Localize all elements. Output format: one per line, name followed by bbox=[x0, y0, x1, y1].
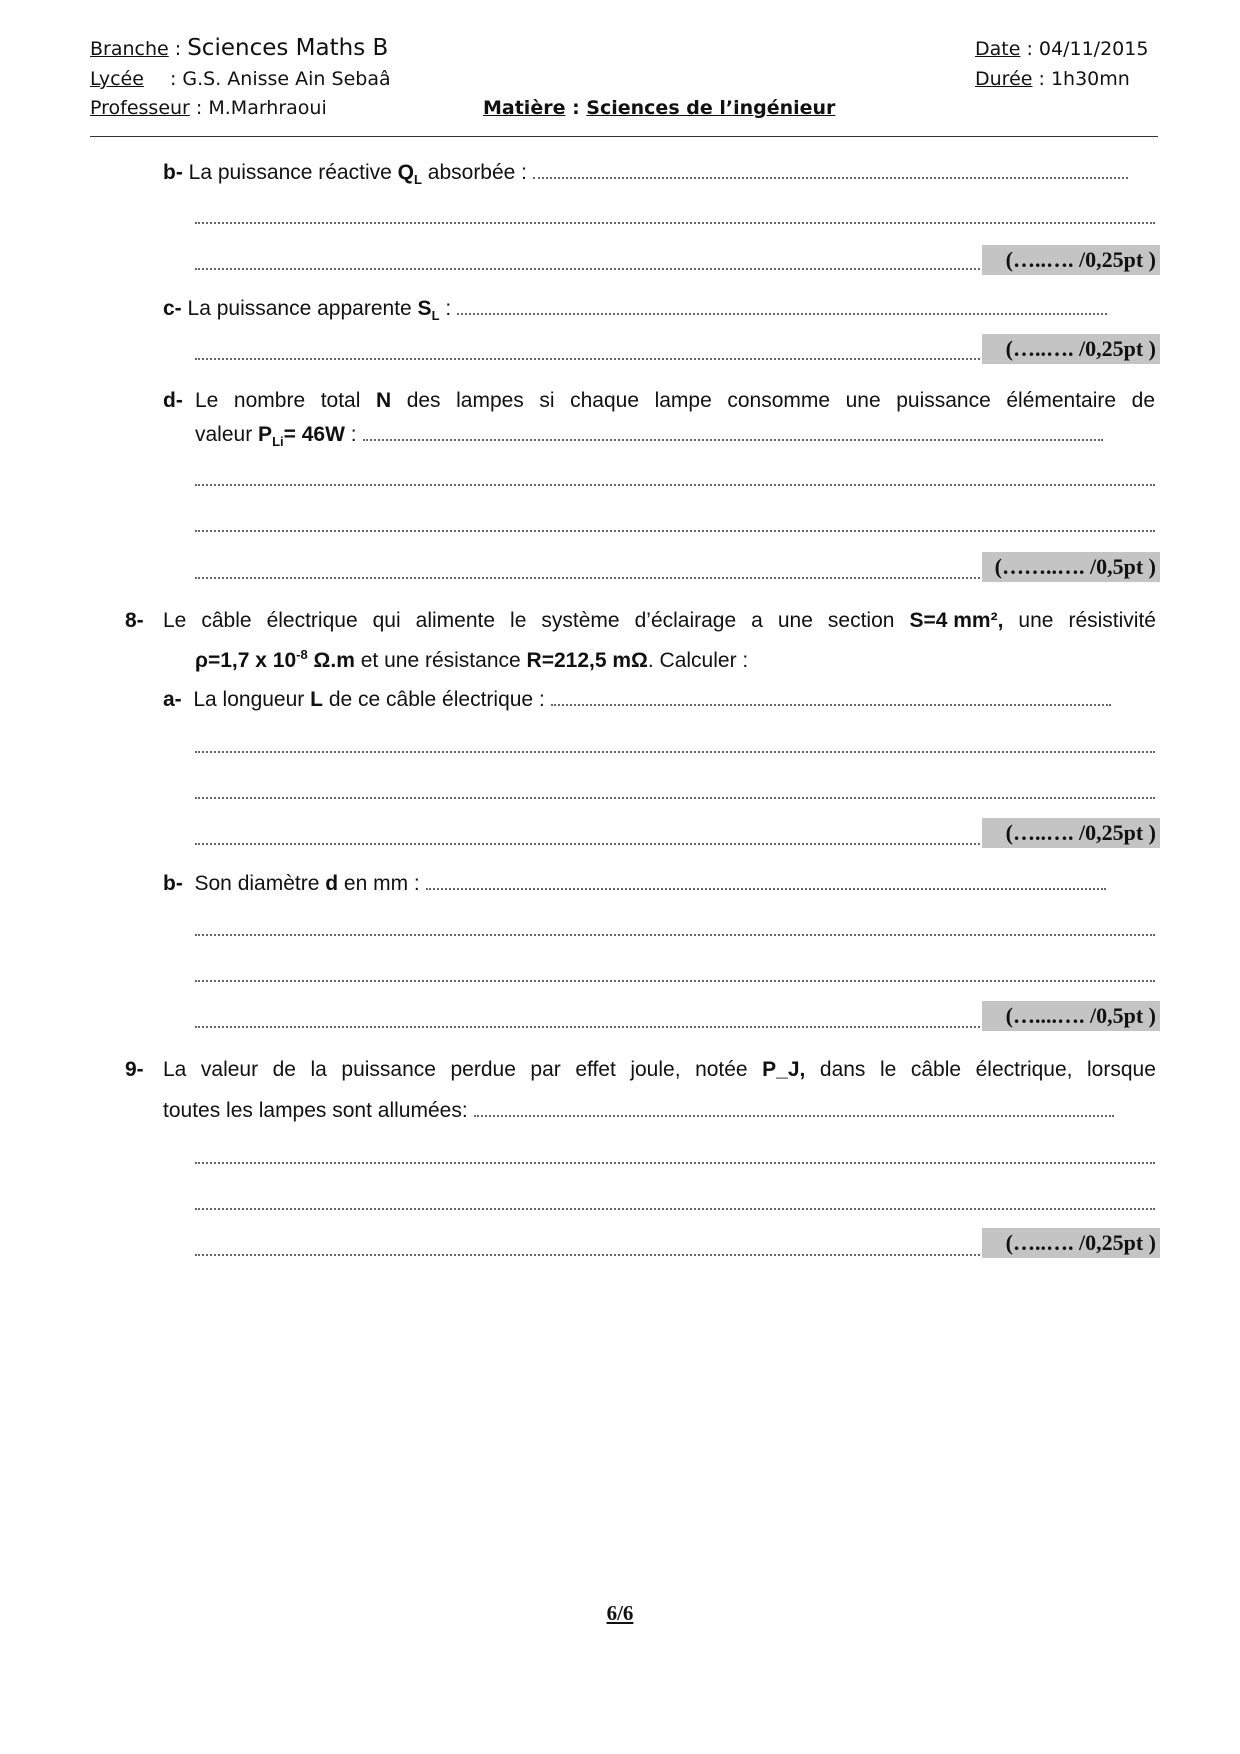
question-8b: b- Son diamètre d en mm : bbox=[163, 867, 1106, 901]
question-8-line1: Le câble électrique qui alimente le système d’éclairage a une section S=4 mm², une résistivité bbox=[163, 609, 1156, 632]
header-professeur: Professeur : M.Marhraoui bbox=[90, 97, 327, 119]
header-lycee: Lycée : G.S. Anisse Ain Sebaâ bbox=[90, 68, 391, 90]
answer-line[interactable] bbox=[363, 439, 1103, 441]
question-7c: c- La puissance apparente $S_L$ : bbox=[163, 292, 1107, 333]
answer-line[interactable] bbox=[195, 484, 1155, 486]
answer-line[interactable] bbox=[474, 1115, 1114, 1117]
question-9-line2: toutes les lampes sont allumées: bbox=[163, 1094, 1114, 1128]
branche-value: Sciences Maths B bbox=[187, 35, 389, 61]
answer-line[interactable] bbox=[195, 268, 980, 270]
question-7d-line1: Le nombre total N des lampes si chaque lampe consomme une puissance élémentaire de bbox=[195, 389, 1155, 412]
score-box-7c: (…..…. /0,25pt ) bbox=[982, 334, 1160, 364]
answer-line[interactable] bbox=[457, 313, 1107, 315]
answer-line[interactable] bbox=[195, 222, 1155, 224]
question-7b: b- La puissance réactive $Q_L$ absorbée : bbox=[163, 156, 1128, 197]
question-8a: a- La longueur L de ce câble électrique : bbox=[163, 683, 1111, 717]
answer-line[interactable] bbox=[195, 797, 1155, 799]
question-9-line1: La valeur de la puissance perdue par effet joule, notée P_J, dans le câble électrique, lorsque bbox=[163, 1058, 1156, 1081]
header-duree: Durée : 1h30mn bbox=[975, 68, 1130, 90]
answer-line[interactable] bbox=[195, 751, 1155, 753]
answer-line[interactable] bbox=[195, 1254, 980, 1256]
header-divider bbox=[90, 136, 1158, 137]
answer-line[interactable] bbox=[195, 530, 1155, 532]
answer-line[interactable] bbox=[195, 843, 980, 845]
answer-line[interactable] bbox=[195, 1208, 1155, 1210]
header-matiere: Matière : Sciences de l’ingénieur bbox=[483, 97, 836, 119]
answer-line[interactable] bbox=[195, 1162, 1155, 1164]
answer-line[interactable] bbox=[551, 704, 1111, 706]
question-8-line2: ρ=1,7 x $10^{-8}$ Ω.m et une résistance R=212,5 mΩ. Calculer : bbox=[195, 647, 749, 672]
answer-line[interactable] bbox=[195, 577, 980, 579]
answer-line[interactable] bbox=[195, 934, 1155, 936]
answer-line[interactable] bbox=[426, 888, 1106, 890]
answer-line[interactable] bbox=[533, 177, 1128, 179]
answer-line[interactable] bbox=[195, 1026, 980, 1028]
question-7d-line2: valeur $P_{Li}= 46W$ : bbox=[195, 418, 1103, 459]
question-8-label: 8- bbox=[125, 609, 144, 632]
page-number: 6/6 bbox=[606, 1601, 634, 1625]
answer-line[interactable] bbox=[195, 358, 980, 360]
score-box-9: (…..…. /0,25pt ) bbox=[982, 1228, 1160, 1258]
score-box-7d: (……..…. /0,5pt ) bbox=[982, 552, 1160, 582]
question-9-label: 9- bbox=[125, 1058, 144, 1081]
question-7d-label: d- bbox=[163, 389, 183, 412]
score-box-7b: (…..…. /0,25pt ) bbox=[982, 245, 1160, 275]
header-date: Date : 04/11/2015 bbox=[975, 38, 1149, 60]
header-branche: Branche : Sciences Maths B bbox=[90, 35, 389, 61]
score-box-8a: (…..…. /0,25pt ) bbox=[982, 818, 1160, 848]
answer-line[interactable] bbox=[195, 980, 1155, 982]
score-box-8b: (…....…. /0,5pt ) bbox=[982, 1001, 1160, 1031]
